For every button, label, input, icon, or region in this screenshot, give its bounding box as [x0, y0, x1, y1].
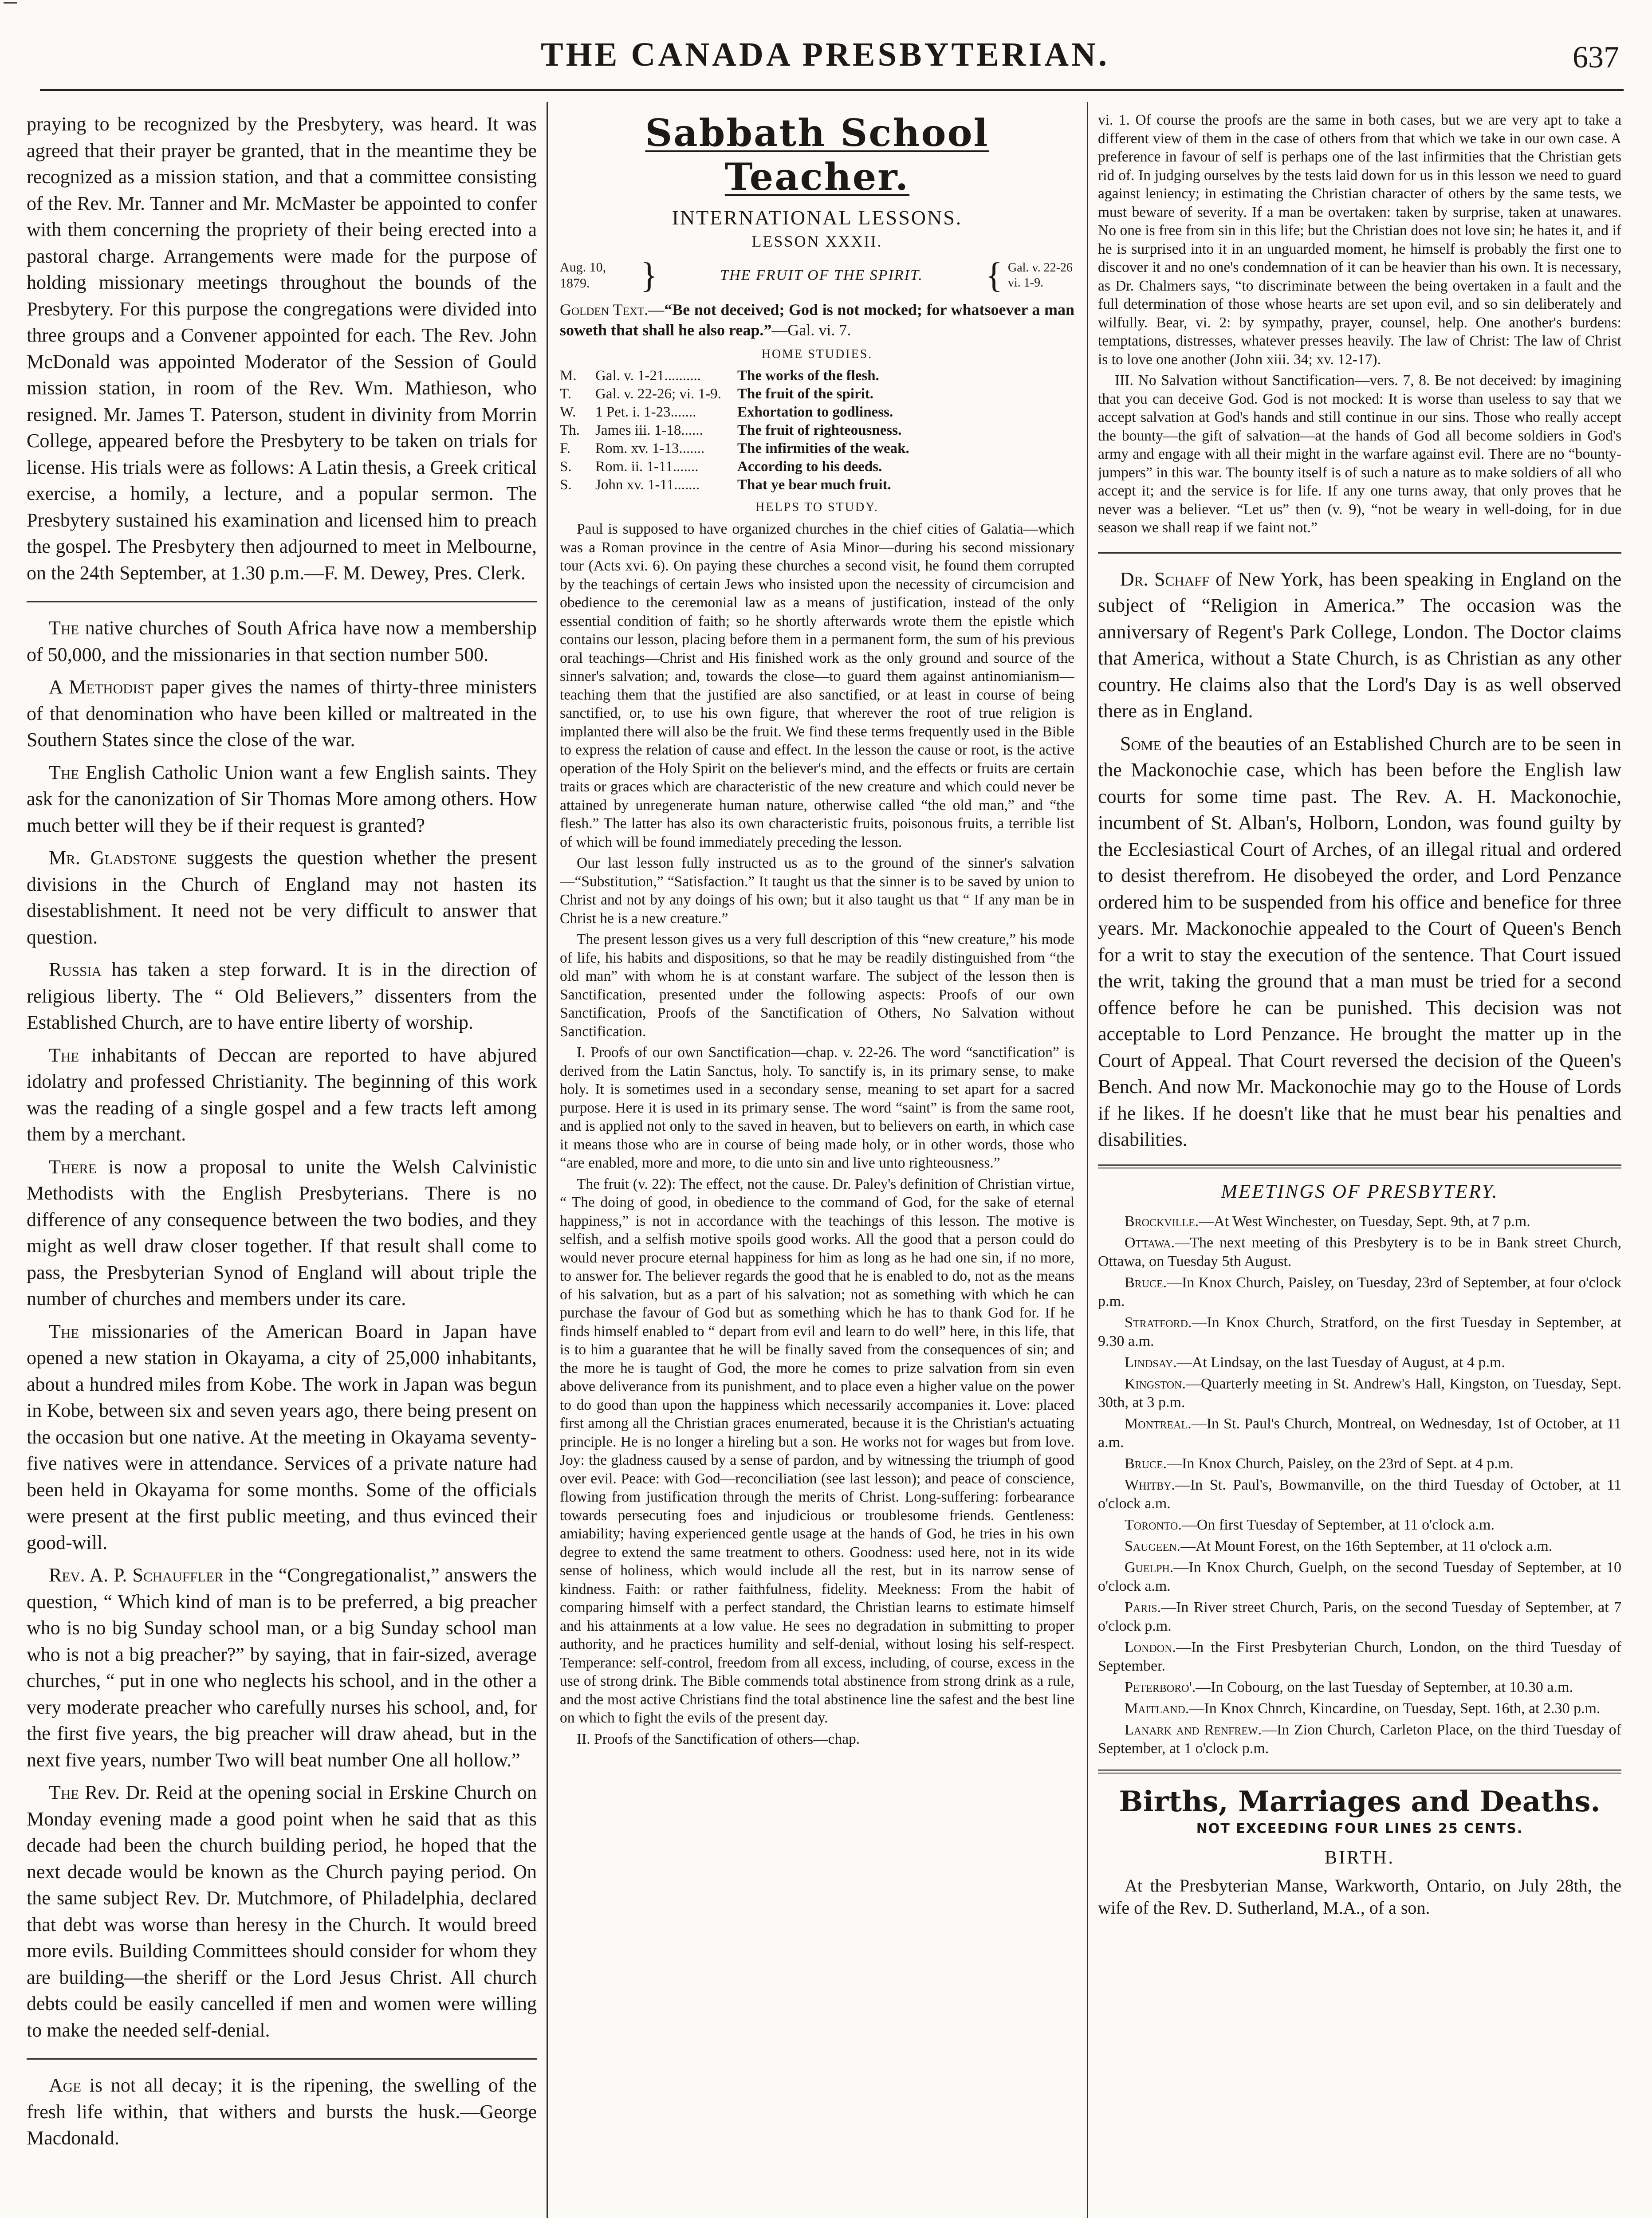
meeting-details: —In St. Paul's Church, Montreal, on Wednesday, 1st of October, at 11 a.m. — [1098, 1415, 1621, 1451]
meeting-place: Montreal. — [1125, 1415, 1192, 1432]
meeting-place: Maitland. — [1125, 1700, 1189, 1717]
meeting-place: Ottawa. — [1125, 1234, 1175, 1251]
helps-paragraph: II. Proofs of the Sanctification of others—chap. — [577, 1730, 860, 1747]
home-study-row — [560, 367, 1074, 385]
news-item — [27, 1779, 537, 2043]
news-item-lead: Mr. Gladstone — [49, 847, 177, 869]
meetings-heading: MEETINGS OF PRESBYTERY. — [1221, 1180, 1499, 1202]
column-left — [27, 111, 537, 2218]
home-study-day: M. — [560, 368, 577, 384]
bmd-heading: Births, Marriages and Deaths. — [1119, 1785, 1601, 1818]
home-study-topic: That ye bear much fruit. — [737, 477, 891, 493]
lesson-number: LESSON XXXII. — [751, 232, 883, 250]
news-item-text: in the “Congregationalist,” answers the question, “ Which kind of man is to be preferred, a big preacher who is no big Sunday school man, or a big Sunday school man who is not a big preacher?” by saying, that in fair-sized, average churches, “ put in one who neglects his school, and in the other a very moderate preacher who carefully nurses his school, and, for the first five years, the big preacher will draw ahead, but in the next five years, number Two will beat number One all hollow.” — [27, 1564, 537, 1771]
news-item-text: missionaries of the American Board in Japan have opened a new station in Okayama, a city of 25,000 inhabitants, about a hundred miles from Kobe. The work in Japan was begun in Kobe, between six and seven years ago, there being present on the occasion but one native. At the meeting in Okayama seventy-five natives were in attendance. Services of a private nature had been held in Okayama for some months. Some of the officials were present at the first public meeting, and thus evinced their good-will. — [27, 1320, 537, 1553]
home-study-row — [560, 440, 1074, 458]
meeting-entry — [1098, 1678, 1621, 1697]
news-item-text: of New York, has been speaking in England on the subject of “Religion in America.” The occasion was the anniversary of Regent's Park College, London. The Doctor claims that America, without a State Church, is as Christian as any other country. He claims also that the Lord's Day is as well observed there as in England. — [1098, 568, 1621, 722]
lesson-scripture: Gal. v. 22-26 vi. 1-9. — [1008, 261, 1073, 290]
home-study-ref: John xv. 1-11....... — [595, 477, 700, 493]
news-item — [1098, 566, 1621, 724]
meeting-details: —In the First Presbyterian Church, London, on the third Tuesday of September. — [1098, 1639, 1621, 1674]
news-item — [27, 615, 537, 668]
margin-mark — [4, 2, 17, 4]
meeting-details: —In Knox Chnrch, Kincardine, on Tuesday, Sept. 16th, at 2.30 p.m. — [1189, 1700, 1601, 1717]
golden-text-ref: —Gal. vi. 7. — [771, 321, 851, 339]
news-item — [27, 845, 537, 950]
news-item-lead: Rev. A. P. Schauffler — [49, 1564, 224, 1586]
series-heading: INTERNATIONAL LESSONS. — [672, 206, 963, 229]
birth-notice — [1098, 1875, 1621, 1919]
meeting-entry — [1098, 1234, 1621, 1271]
section-rule — [27, 2058, 537, 2060]
lesson-continued — [1098, 111, 1621, 537]
home-study-topic: The infirmities of the weak. — [737, 440, 909, 456]
column-middle — [560, 111, 1074, 2218]
presbytery-report: praying to be recognized by the Presbytery, was heard. It was agreed that their prayer be granted, that in the meantime they be recognized as a mission station, and that a committee consisting of the Rev. Mr. Tanner and Mr. McMaster be appointed to confer with them concerning the propriety of their being erected into a pastoral charge. Arrangements were made for the purpose of holding missionary meetings throughout the bounds of the Presbytery. For this purpose the congregations were divided into three groups and a Convener appointed for each. The Rev. John McDonald was appointed Moderator of the Session of Gould mission station, in room of the Rev. Wm. Mathieson, who resigned. Mr. James T. Paterson, student in divinity from Morrin College, appeared before the Presbytery to be taken on trials for license. His trials were as follows: A Latin thesis, a Greek critical exercise, a homily, a lecture, and a popular sermon. The Presbytery sustained his examination and licensed him to preach the gospel. The Presbytery then adjourned to meet in Melbourne, on the 24th September, at 1.30 p.m.—F. M. Dewey, Pres. Clerk. — [27, 113, 537, 584]
section-rule — [1098, 1770, 1621, 1774]
masthead-title: THE CANADA PRESBYTERIAN. — [540, 36, 1110, 73]
home-study-ref: 1 Pet. i. 1-23....... — [595, 404, 696, 420]
home-study-day: W. — [560, 404, 576, 420]
helps-paragraph: Our last lesson fully instructed us as to the ground of the sinner's salvation—“Substitution,” “Satisfaction.” It taught us that the sinner is to be saved by union to Christ and not by any doings of his own; but it also taught us that “ If any man be in Christ he is a new creature.” — [560, 855, 1074, 927]
news-item-text: suggests the question whether the present divisions in the Church of England may not hasten its disestablishment. It need not be very difficult to answer that question. — [27, 847, 537, 948]
home-study-ref: Rom. xv. 1-13....... — [595, 440, 705, 456]
news-items-right — [1098, 566, 1621, 1153]
news-item — [27, 1318, 537, 1556]
meeting-place: Lanark and Renfrew. — [1125, 1721, 1262, 1738]
meeting-place: Saugeen. — [1125, 1538, 1181, 1554]
meeting-details: —In Knox Church, Paisley, on Tuesday, 23rd of September, at four o'clock p.m. — [1098, 1274, 1621, 1310]
home-study-topic: Exhortation to godliness. — [737, 404, 893, 420]
meeting-entry — [1098, 1212, 1621, 1231]
home-study-day: S. — [560, 459, 572, 475]
home-study-row — [560, 385, 1074, 403]
helps-paragraph: Paul is supposed to have organized churches in the chief cities of Galatia—which was a Roman province in the centre of Asia Minor—during his second missionary tour (Acts xvi. 6). On paying these churches a second visit, he found them corrupted by the teachings of certain Jews who insisted upon the necessity of circumcision and obedience to the ceremonial law as a means of justification, instead of the only essential condition of faith; so he shortly afterwards wrote them the epistle which contains our lesson, placing before them in a permanent form, the sum of his previous oral teachings—Christ and His finished work as the only ground and source of the sinner's salvation; and, towards the close—to guard them against antinomianism—teaching them that the justified are also sanctified, or at least in course of being sanctified, or, to use his own figure, that wherever the root of true religion is implanted there will also be the fruit. We find these terms frequently used in the Bible to express the relation of cause and effect. In the lesson the cause or root, is the active operation of the Holy Spirit on the believer's mind, and the effects or fruits are certain traits or graces which are characteristic of the new creature and which could never be attained by unregenerate human nature, otherwise called “the old man,” and “the flesh.” The latter has also its own characteristic fruits, poisonous fruits, a terrible list of which will be found immediately preceding the lesson. — [560, 521, 1074, 850]
home-study-topic: According to his deeds. — [737, 459, 882, 475]
news-item-text: native churches of South Africa have now a membership of 50,000, and the missionaries in that section number 500. — [27, 617, 537, 665]
meeting-details: —In Knox Church, Guelph, on the second Tuesday of September, at 10 o'clock a.m. — [1098, 1559, 1621, 1594]
news-item-text: Rev. Dr. Reid at the opening social in Erskine Church on Monday evening made a good point when he said that as this decade had been the church building period, he hoped that the next decade would be known as the Church paying period. On the same subject Rev. Dr. Mutchmore, of Philadelphia, declared that debt was worse than heresy in the Church. It would breed more evils. Building Committees should consider for whom they are building—the sheriff or the Lord Jesus Christ. All church debts could be easily cancelled if men and women were willing to make the needed self-denial. — [27, 1781, 537, 2041]
home-study-ref: Rom. ii. 1-11....... — [595, 459, 699, 475]
meeting-place: London. — [1125, 1639, 1176, 1656]
birth-heading: BIRTH. — [1325, 1847, 1395, 1868]
news-item-text: has taken a step forward. It is in the direction of religious liberty. The “ Old Believers,” dissenters from the Established Church, are to have entire liberty of worship. — [27, 959, 537, 1033]
section-rule — [1098, 1164, 1621, 1168]
home-study-row — [560, 476, 1074, 494]
meeting-details: —At Mount Forest, on the 16th September, at 11 o'clock a.m. — [1180, 1538, 1553, 1554]
golden-text: Golden Text.—“Be not deceived; God is not mocked; for whatsoever a man soweth that shall he also reap.”—Gal. vi. 7. — [560, 301, 1074, 339]
news-item — [27, 1154, 537, 1312]
news-item-text: of the beauties of an Established Church are to be seen in the Mackonochie case, which has been before the English law courts for some time past. The Rev. A. H. Mackonochie, incumbent of St. Alban's, Holborn, London, was found guilty by the Ecclesiastical Court of Arches, of an illegal ritual and ordered to desist therefrom. He disobeyed the order, and Lord Penzance ordered him to be suspended from his office and benefice for three years. Mr. Mackonochie appealed to the Court of Queen's Bench for a writ to stay the execution of the sentence. That Court issued the writ, taking the ground that a man must be tried for a second offence before he can be punished. This decision was not acceptable to Lord Penzance. He brought the matter up in the Court of Appeal. That Court reversed the decision of the Queen's Bench. And now Mr. Mackonochie may go to the House of Lords if he likes. If he doesn't like that he must bear his penalties and disabilities. — [1098, 732, 1621, 1150]
news-items — [27, 615, 537, 2151]
home-study-topic: The works of the flesh. — [737, 368, 879, 384]
meeting-entry — [1098, 1353, 1621, 1372]
home-study-ref: James iii. 1-18...... — [595, 422, 703, 438]
news-item-lead: There — [49, 1156, 97, 1178]
news-item-text: is now a proposal to unite the Welsh Calvinistic Methodists with the English Presbyterians. There is no difference of any consequence between the two bodies, and they might as well draw closer together. If that result shall come to pass, the Presbyterian Synod of England will about triple the number of churches and members under its care. — [27, 1156, 537, 1310]
news-item — [27, 1562, 537, 1773]
bmd-subheading: NOT EXCEEDING FOUR LINES 25 CENTS. — [1196, 1821, 1523, 1837]
news-item-lead: The — [49, 1044, 79, 1066]
brace-glyph: { — [985, 256, 1003, 295]
news-item-lead: A Methodist — [49, 676, 153, 698]
news-item-text: inhabitants of Deccan are reported to have abjured idolatry and professed Christianity. The beginning of this work was the reading of a single gospel and a few tracts left among them by a merchant. — [27, 1044, 537, 1145]
meeting-details: —In River street Church, Paris, on the second Tuesday of September, at 7 o'clock p.m. — [1098, 1599, 1621, 1634]
news-item — [1098, 731, 1621, 1153]
home-study-day: T. — [560, 386, 571, 402]
news-item-lead: The — [49, 617, 79, 639]
home-study-row — [560, 421, 1074, 440]
sabbath-school-masthead — [560, 111, 1074, 199]
meeting-place: Paris. — [1125, 1599, 1161, 1616]
home-study-topic: The fruit of the spirit. — [737, 386, 874, 402]
page-header — [22, 27, 1628, 80]
helps-paragraph: I. Proofs of our own Sanctification—chap. v. 22-26. The word “sanctification” is derived from the Latin Sanctus, holy. To sanctify is, in its primary sense, to make holy. It is sometimes used in a secondary sense, meaning to set apart for a sacred purpose. Here it is used in its primary sense. The word “saint” is from the same root, and is applied not only to the saved in heaven, but to believers on earth, in which case it means those who are in course of being made holy, or in other words, those who “are enabled, more and more, to die unto sin and live unto righteousness.” — [560, 1044, 1074, 1171]
news-item — [27, 759, 537, 839]
meeting-details: —In Knox Church, Paisley, on the 23rd of Sept. at 4 p.m. — [1167, 1455, 1514, 1472]
meeting-place: Kingston. — [1125, 1375, 1186, 1392]
meeting-place: Toronto. — [1125, 1516, 1182, 1533]
home-study-ref: Gal. v. 22-26; vi. 1-9. — [595, 386, 721, 402]
home-study-row — [560, 458, 1074, 476]
meeting-entry — [1098, 1476, 1621, 1513]
home-studies-heading: HOME STUDIES. — [761, 347, 873, 361]
column-divider — [547, 102, 548, 2218]
news-item-lead: Some — [1120, 732, 1162, 755]
news-item-lead: The — [49, 761, 79, 783]
news-item — [27, 956, 537, 1036]
meeting-entry — [1098, 1721, 1621, 1758]
meeting-details: —In Zion Church, Carleton Place, on the third Tuesday of September, at 1 o'clock p.m. — [1098, 1721, 1621, 1757]
home-study-day: Th. — [560, 422, 580, 438]
meeting-details: —At Lindsay, on the last Tuesday of August, at 4 p.m. — [1176, 1354, 1505, 1371]
news-item-text: is not all decay; it is the ripening, the swelling of the fresh life within, that withers and bursts the husk.—George Macdonald. — [27, 2074, 537, 2149]
meeting-details: —The next meeting of this Presbytery is to be in Bank street Church, Ottawa, on Tuesday 5th August. — [1098, 1234, 1621, 1270]
meeting-entry — [1098, 1415, 1621, 1452]
home-study-row — [560, 403, 1074, 421]
news-item — [27, 674, 537, 753]
news-item — [27, 2072, 537, 2151]
news-item-lead: The — [49, 1320, 79, 1342]
meeting-entry — [1098, 1375, 1621, 1412]
meeting-place: Whitby. — [1125, 1476, 1175, 1493]
news-item — [27, 1042, 537, 1148]
helps-paragraph: The fruit (v. 22): The effect, not the cause. Dr. Paley's definition of Christian virtue, “ The doing of good, in obedience to the command of God, for the sake of eternal happiness,” is not in accordance with the teachings of this lesson. The motive is selfish, and a selfish motive spoils good works. All the good that a person could do would never procure eternal happiness for him as long as he had one sin, if no more, to answer for. The believer regards the good that he is enabled to do, not as the means of his salvation, but as a part of his salvation; not as something with which he can purchase the favour of God but as something which he has to thank God for. If he finds himself enabled to “ depart from evil and learn to do well” here, in this life, that is to him a guarantee that he will be finally saved from the consequences of sin; and the more he is taught of God, the more he comes to prize salvation from sin even above deliverance from its punishment, and to place even a higher value on the power to do good than upon the happiness which necessarily accompanies it. Love: placed first among all the Christian graces enumerated, because it is the Christian's actuating principle. He is no longer a hireling but a son. He works not for wages but from love. Joy: the gladness caused by a sense of pardon, and by witnessing the triumph of good over evil. Peace: with God—reconciliation (see last lesson); and peace of conscience, flowing from justification through the merits of Christ. Long-suffering: forbearance towards persecuting foes and injudicious or troublesome friends. Gentleness: amiability; having experienced gentle usage at the hands of God, he tries in his own degree to extend the same treatment to others. Goodness: used here, not in its wide sense of holiness, which would include all the rest, but in its narrow sense of kindness. Faith: or rather faithfulness, fidelity. Meekness: From the habit of comparing himself with a perfect standard, the Christian learns to estimate himself and his attainments at a low value. He sees no degradation in submitting to proper authority, and he practices humility and self-denial, without losing his self-respect. Temperance: self-control, freedom from all excess, including, of course, excess in the use of strong drink. The Bible commends total abstinence from strong drink as a rule, and the most active Christians find the total abstinence line the safest and the best line on which to fight the evils of the present day. — [560, 1176, 1074, 1726]
meeting-details: —In Cobourg, on the last Tuesday of September, at 10.30 a.m. — [1196, 1679, 1573, 1695]
news-item-text: English Catholic Union want a few English saints. They ask for the canonization of Sir Thomas More among others. How much better will they be if their request is granted? — [27, 761, 537, 836]
meeting-place: Guelph. — [1125, 1559, 1174, 1576]
news-item-lead: The — [49, 1781, 79, 1803]
meeting-details: —In Knox Church, Stratford, on the first Tuesday in September, at 9.30 a.m. — [1098, 1314, 1621, 1349]
column-divider — [1087, 102, 1088, 2218]
meeting-place: Stratford. — [1125, 1314, 1192, 1331]
lesson-date: Aug. 10, 1879. — [560, 260, 606, 291]
meeting-place: Peterboro'. — [1125, 1679, 1196, 1695]
meeting-entry — [1098, 1313, 1621, 1351]
page-number: 637 — [1573, 40, 1619, 75]
news-item-text: paper gives the names of thirty-three ministers of that denomination who have been killed or maltreated in the Southern States since the close of the war. — [27, 676, 537, 751]
home-study-topic: The fruit of righteousness. — [737, 422, 902, 438]
section-rule — [1098, 552, 1621, 554]
meeting-place: Bruce. — [1125, 1274, 1167, 1291]
lesson-continued-paragraph: III. No Salvation without Sanctification—vers. 7, 8. Be not deceived: by imagining that you can deceive God. God is not mocked: It is worse than useless to say that we accept salvation at God's hands and still continue in our sins. Those who really accept the bounty—the gift of salvation—at the hands of God all become soldiers in God's army and engage with all their might in the warfare against evil. There are no “bounty-jumpers” in this war. The bounty itself is of such a nature as to make soldiers of all who accept it; and the service is for life. If any one turns away, that only proves that he never was a believer. “Let us” then (v. 9), “not be weary in well-doing, for in due season we shall reap if we faint not.” — [1098, 372, 1621, 536]
helps-to-study — [560, 520, 1074, 1748]
meeting-entry — [1098, 1516, 1621, 1534]
column-right — [1098, 111, 1621, 2218]
home-study-ref: Gal. v. 1-21.......... — [595, 368, 701, 384]
lesson-line — [560, 256, 1074, 295]
meeting-details: —In St. Paul's, Bowmanville, on the third Tuesday of October, at 11 o'clock a.m. — [1098, 1476, 1621, 1512]
news-item-lead: Russia — [49, 959, 102, 980]
golden-text-quote: “Be not deceived; God is not mocked; for whatsoever a man soweth that shall he also reap.” — [560, 301, 1074, 339]
section-rule — [27, 601, 537, 602]
golden-text-label: Golden Text. — [560, 301, 649, 319]
birth-text: At the Presbyterian Manse, Warkworth, Ontario, on July 28th, the wife of the Rev. D. Sutherland, M.A., of a son. — [1098, 1875, 1621, 1918]
meeting-place: Brockville. — [1125, 1213, 1199, 1230]
meeting-place: Bruce. — [1125, 1455, 1167, 1472]
meeting-place: Lindsay. — [1125, 1354, 1177, 1371]
meeting-details: —On first Tuesday of September, at 11 o'clock a.m. — [1181, 1516, 1495, 1533]
lesson-continued-paragraph: vi. 1. Of course the proofs are the same in both cases, but we are very apt to take a different view of them in the case of others from that which we take in our own case. A preference in favour of self is perhaps one of the last infirmities that the Christian gets rid of. In judging ourselves by the tests laid down for us in this lesson we need to guard against leniency; in estimating the Christian character of others by the same tests, we must beware of severity. If a man be overtaken: taken by surprise, taken at unawares. No one is free from sin in this life; but the Christian does not love sin; he hates it, and if he is surprised into it in an unguarded moment, he himself is probably the first one to discover it and no one's condemnation of it can be heavier than his own. It is necessary, as Dr. Chalmers says, “to discriminate between the being overtaken in a fault and the full determination of those whose hearts are set upon evil, and so sin deliberately and wilfully. Bear, vi. 2: by sympathy, prayer, counsel, help. One another's burdens: temptations, distresses, whatever presses heavily. The law of Christ: The law of Christ is to love one another (John xiii. 34; xv. 12-17). — [1098, 112, 1621, 368]
meeting-entry — [1098, 1558, 1621, 1596]
meeting-details: —At West Winchester, on Tuesday, Sept. 9th, at 7 p.m. — [1199, 1213, 1530, 1230]
meeting-entry — [1098, 1537, 1621, 1556]
meeting-entry — [1098, 1598, 1621, 1636]
meeting-entry — [1098, 1455, 1621, 1473]
header-rule — [40, 89, 1624, 91]
home-studies-table — [560, 367, 1074, 494]
helps-heading: HELPS TO STUDY. — [755, 500, 879, 514]
meeting-entry — [1098, 1699, 1621, 1718]
meeting-entry — [1098, 1638, 1621, 1675]
meetings-list — [1098, 1212, 1621, 1758]
home-study-day: F. — [560, 440, 570, 456]
home-study-day: S. — [560, 477, 572, 493]
meeting-entry — [1098, 1274, 1621, 1311]
meeting-details: —Quarterly meeting in St. Andrew's Hall, Kingston, on Tuesday, Sept. 30th, at 3 p.m. — [1098, 1375, 1621, 1411]
helps-paragraph: The present lesson gives us a very full description of this “new creature,” his mode of life, his habits and dispositions, so that he may be readily distinguished from “the old man” with whom he is at constant warfare. The subject of the lesson then is Sanctification, presented under the following aspects: Proofs of our own Sanctification, Proofs of the Sanctification of Others, No Salvation without Sanctification. — [560, 931, 1074, 1040]
sabbath-school-title: Sabbath School Teacher. — [645, 111, 989, 199]
news-item-lead: Age — [49, 2074, 82, 2096]
news-item-lead: Dr. Schaff — [1120, 568, 1210, 590]
lesson-title: THE FRUIT OF THE SPIRIT. — [720, 267, 923, 283]
brace-glyph: } — [641, 256, 658, 295]
